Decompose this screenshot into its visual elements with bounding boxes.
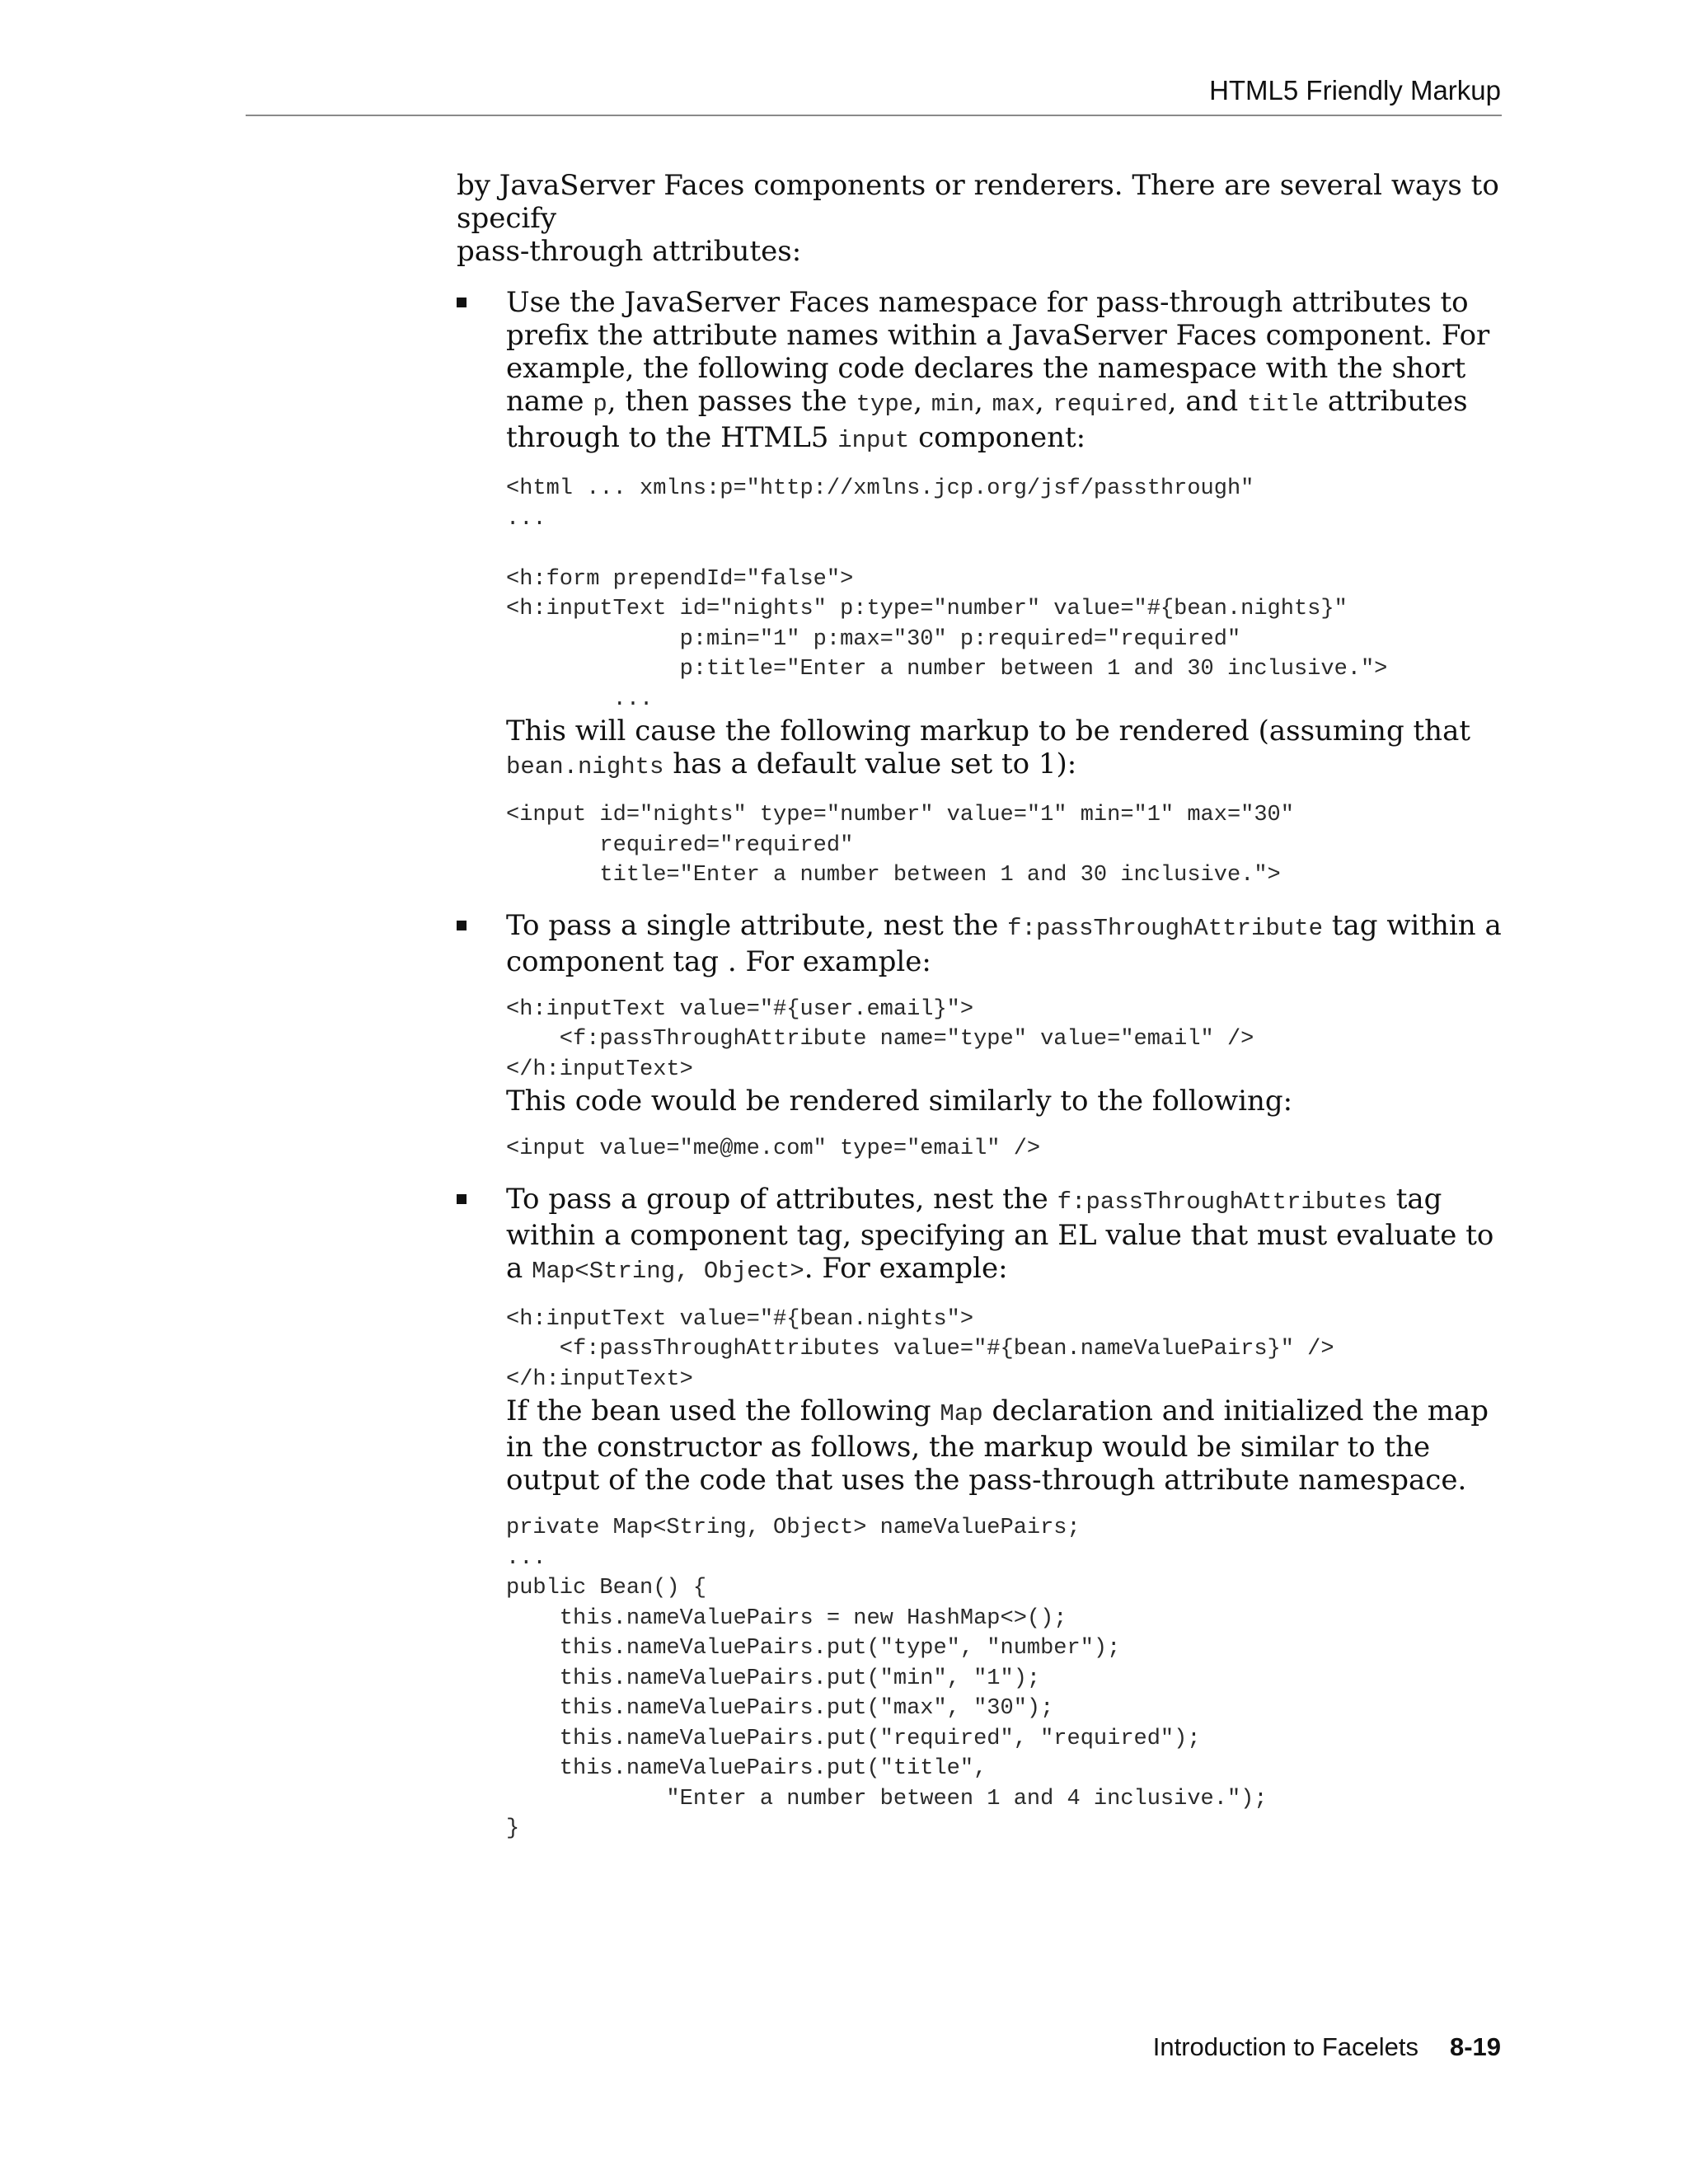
text-run: component: <box>909 421 1086 454</box>
inline-code: required <box>1053 391 1168 418</box>
code-block-rendered-input: <input value="me@me.com" type="email" /> <box>506 1137 1041 1161</box>
inline-code: max <box>992 391 1035 418</box>
text-run: declaration and initialized the map in the constructor as follows, the markup would be similar to the output of the code that uses the pass-through attribute namespace. <box>506 1394 1489 1497</box>
footer-chapter-title: Introduction to Facelets <box>1152 2032 1418 2061</box>
bullet-square-icon <box>457 298 467 307</box>
footer-page-number: 8-19 <box>1449 2032 1501 2061</box>
code-block-rendered-markup: <input id="nights" type="number" value="1" min="1" max="30" required="required" title="Enter a number between 1 and 30 inclusive."> <box>506 803 1294 888</box>
inline-code: Map <box>940 1400 983 1427</box>
text-run: To pass a single attribute, nest the <box>506 908 1008 942</box>
follow-up-paragraph: This code would be rendered similarly to the following: <box>506 1085 1293 1118</box>
bullet-body <box>506 909 1503 1165</box>
text-run: This will cause the following markup to be rendered (assuming that <box>506 715 1471 748</box>
text-run: , then passes the <box>607 385 856 418</box>
inline-code: Map<String, Object> <box>532 1257 804 1285</box>
bullet-item-namespace <box>457 286 1503 891</box>
bullet-body <box>506 1183 1503 1844</box>
text-run: Use the JavaServer Faces namespace for pass-through attributes to prefix the attribute names within a JavaServer Faces component. For example, the following code declares the namespace with the short name <box>506 286 1490 418</box>
inline-code: type <box>856 391 914 418</box>
text-run: To pass a group of attributes, nest the <box>506 1182 1057 1216</box>
text-run: tag within a component tag . For example: <box>506 908 1502 978</box>
inline-code: f:passThroughAttributes <box>1057 1188 1387 1216</box>
header-divider <box>246 115 1502 116</box>
page-body <box>457 169 1503 1844</box>
text-run: If the bean used the following <box>506 1394 940 1427</box>
text-run: attributes through to the HTML5 <box>506 385 1468 454</box>
inline-code: p <box>593 391 607 418</box>
bullet-paragraph <box>506 286 1503 457</box>
intro-paragraph <box>457 169 1503 268</box>
bullet-item-group-attributes <box>457 1183 1503 1844</box>
running-header-title: HTML5 Friendly Markup <box>1209 75 1501 105</box>
inline-code: input <box>837 427 910 454</box>
intro-line-1: by JavaServer Faces components or renderers. There are several ways to specify <box>457 169 1499 235</box>
text-run: . For example: <box>804 1251 1008 1285</box>
code-block-bean-constructor: private Map<String, Object> nameValuePairs; ... public Bean() { this.nameValuePairs = new HashMap<>(); this.nameValuePairs.put("type", "number"); this.nameValuePairs.put("min", "1"); this.nameValuePairs.put("max", "30"); this.nameValuePairs.put("required", "required"); this.nameValuePairs.put("title", "Enter a number between 1 and 4 inclusive."); } <box>506 1516 1268 1841</box>
bullet-square-icon <box>457 921 467 930</box>
bullet-body <box>506 286 1503 891</box>
bullet-item-single-attribute <box>457 909 1503 1165</box>
bullet-paragraph <box>506 1183 1503 1288</box>
text-run: , <box>913 385 931 418</box>
inline-code: f:passThroughAttribute <box>1007 914 1324 942</box>
text-run: has a default value set to 1): <box>663 748 1077 780</box>
inline-code: min <box>931 391 975 418</box>
code-block-single-attribute: <h:inputText value="#{user.email}"> <f:passThroughAttribute name="type" value="email" /> </h:inputText> <box>506 996 1254 1082</box>
follow-up-paragraph <box>506 715 1503 784</box>
inline-code: title <box>1247 391 1320 418</box>
text-run: , <box>1034 385 1053 418</box>
bullet-square-icon <box>457 1194 467 1204</box>
text-run: , and <box>1167 385 1248 418</box>
text-run: , <box>974 385 992 418</box>
code-block-group-attributes: <h:inputText value="#{bean.nights"> <f:passThroughAttributes value="#{bean.nameValuePairs}" /> </h:inputText> <box>506 1306 1334 1392</box>
text-run: tag within a component tag, specifying an EL value that must evaluate to a <box>506 1182 1494 1285</box>
inline-code: bean.nights <box>506 753 664 780</box>
intro-line-2: pass-through attributes: <box>457 235 802 268</box>
follow-up-paragraph <box>506 1394 1503 1497</box>
bullet-paragraph <box>506 909 1503 978</box>
code-block-namespace-example: <html ... xmlns:p="http://xmlns.jcp.org/jsf/passthrough" ... <h:form prependId="false"> <h:inputText id="nights" p:type="number" value="#{bean.nights}" p:min="1" p:max="30" p:required="required" p:title="Enter a number between 1 and 30 inclusive."> ... <box>506 476 1388 712</box>
